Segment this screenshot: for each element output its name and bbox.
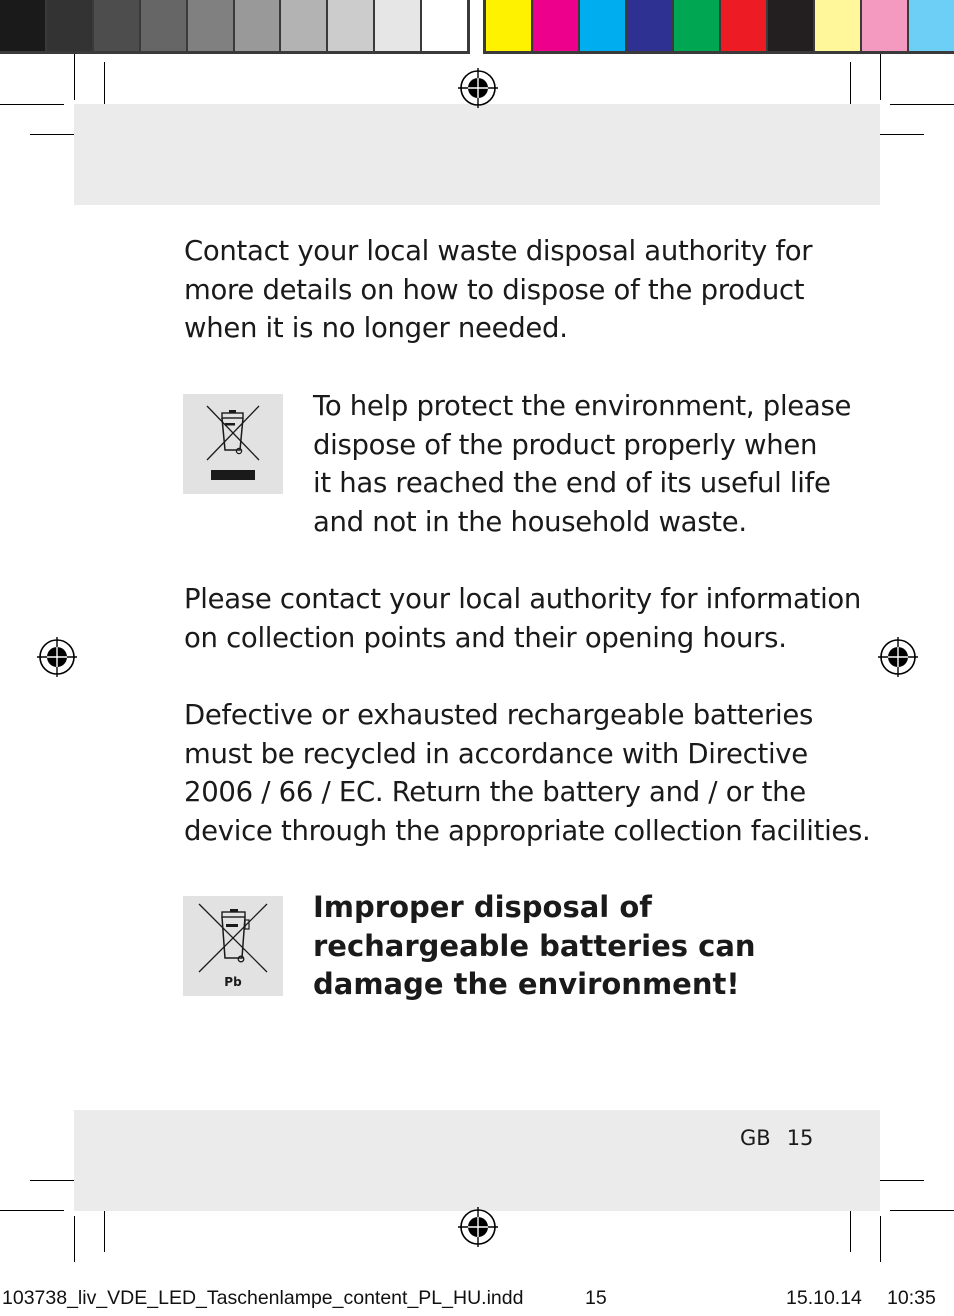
color-control-strip: [483, 0, 954, 54]
color-swatch: [674, 0, 721, 51]
registration-mark-icon: [878, 637, 918, 677]
warning-line: Improper disposal of: [313, 890, 652, 924]
battery-disposal-icon-box: [183, 896, 283, 996]
color-swatch: [768, 0, 815, 51]
batteries-directive-paragraph: [184, 696, 871, 851]
gray-swatch: [141, 0, 188, 51]
battery-icon-label: Pb: [224, 975, 242, 989]
page-label: [740, 1126, 813, 1150]
paragraph-line: must be recycled in accordance with Directive: [184, 737, 808, 770]
paragraph-line: 2006 / 66 / EC. Return the battery and / or the: [184, 776, 806, 809]
color-swatch: [486, 0, 533, 51]
slug-filename: 103738_liv_VDE_LED_Taschenlampe_content_PL_HU.indd: [2, 1287, 524, 1309]
warning-line: rechargeable batteries can: [313, 928, 756, 963]
color-swatch: [533, 0, 580, 51]
paragraph-line: device through the appropriate collection facilities.: [184, 815, 871, 848]
color-swatch: [721, 0, 768, 51]
registration-mark-icon: [37, 637, 77, 677]
paragraph-line: dispose of the product properly when: [313, 428, 818, 461]
weee-icon-box: [183, 394, 283, 494]
gray-swatch: [328, 0, 375, 51]
improper-disposal-warning: [313, 888, 756, 1004]
gray-swatch: [0, 0, 47, 51]
paragraph-line: on collection points and their opening hours.: [184, 621, 787, 654]
paragraph-line: Contact your local waste disposal authority for: [184, 235, 813, 267]
color-swatch: [815, 0, 862, 51]
paragraph-line: more details on how to dispose of the product: [184, 273, 805, 306]
warning-line: damage the environment!: [313, 967, 740, 1002]
gray-swatch: [375, 0, 422, 51]
paragraph-line: and not in the household waste.: [313, 506, 747, 539]
registration-mark-icon: [458, 1207, 498, 1247]
gray-swatch: [188, 0, 235, 51]
color-swatch: [862, 0, 909, 51]
gray-swatch: [47, 0, 94, 51]
crossed-out-wheelie-bin-icon: [183, 394, 283, 494]
color-swatch: [909, 0, 954, 51]
paragraph-line: Please contact your local authority for information: [184, 583, 862, 615]
color-swatch: [580, 0, 627, 51]
slug-time: 10:35: [887, 1287, 936, 1309]
slug-date: 15.10.14: [786, 1287, 862, 1309]
gray-swatch: [235, 0, 282, 51]
paragraph-line: it has reached the end of its useful life: [313, 467, 831, 500]
gray-swatch: [422, 0, 467, 51]
waste-authority-paragraph: [184, 232, 812, 348]
paragraph-line: Defective or exhausted rechargeable batteries: [184, 699, 814, 731]
paragraph-line: when it is no longer needed.: [184, 312, 568, 345]
gray-swatch: [94, 0, 141, 51]
paragraph-line: To help protect the environment, please: [313, 390, 852, 422]
color-swatch: [627, 0, 674, 51]
page-number: 15: [786, 1126, 814, 1150]
environment-paragraph: [313, 387, 851, 542]
registration-mark-icon: [458, 68, 498, 108]
language-code: GB: [740, 1126, 771, 1150]
slug-page-number: 15: [585, 1287, 607, 1309]
collection-points-paragraph: [184, 580, 861, 657]
grayscale-control-strip: [0, 0, 470, 54]
header-band: [74, 104, 880, 205]
gray-swatch: [281, 0, 328, 51]
